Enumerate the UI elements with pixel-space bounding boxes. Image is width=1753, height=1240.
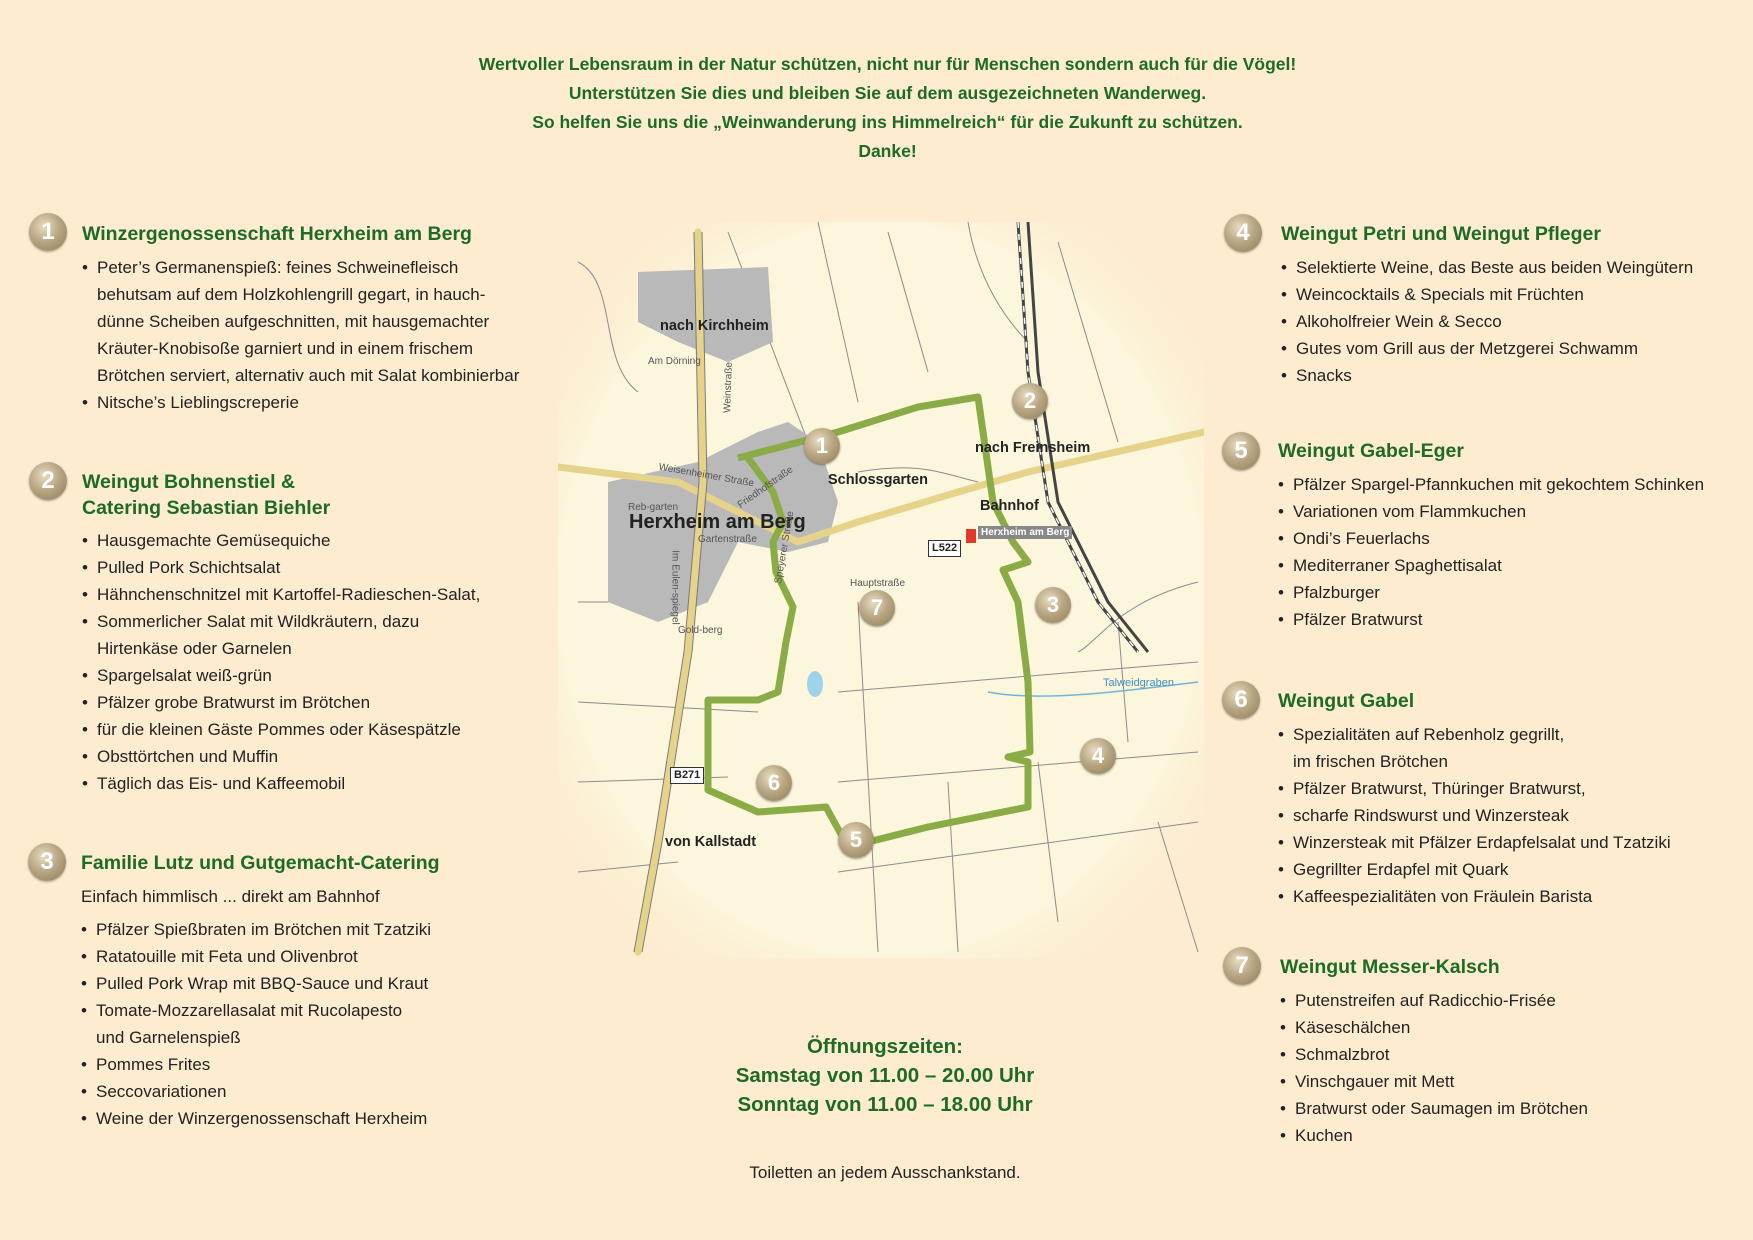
list-item bbox=[1281, 308, 1693, 335]
list-item bbox=[81, 1078, 431, 1105]
list-item-line: • Pfälzer Spargel-Pfannkuchen mit gekochtem Schinken bbox=[1293, 475, 1705, 494]
station-3-title: Familie Lutz und Gutgemacht-Catering bbox=[81, 852, 440, 874]
station-4-title: Weingut Petri und Weingut Pfleger bbox=[1281, 223, 1601, 245]
list-item bbox=[1278, 552, 1704, 579]
station-3-items bbox=[81, 916, 431, 1132]
road-sign-b271: B271 bbox=[670, 767, 704, 784]
list-item bbox=[82, 527, 480, 554]
list-item-line: • Obsttörtchen und Muffin bbox=[97, 747, 279, 766]
list-item-line: behutsam auf dem Holzkohlengrill gegart, in hauch- bbox=[97, 285, 486, 304]
map-label-am-doerning: Am Dörning bbox=[648, 356, 701, 367]
station-1-badge: 1 bbox=[29, 213, 67, 251]
map-label-rebgarten: Reb-garten bbox=[628, 502, 679, 513]
station-2-items bbox=[82, 527, 480, 797]
intro-line-3: So helfen Sie uns die „Weinwanderung ins Himmelreich“ für die Zukunft zu schützen. bbox=[532, 112, 1243, 132]
list-item-line: • Bratwurst oder Saumagen im Brötchen bbox=[1295, 1099, 1588, 1118]
map-label-weinstrasse: Weinstraße bbox=[722, 361, 735, 414]
list-item bbox=[1278, 883, 1671, 910]
list-item bbox=[81, 1051, 431, 1078]
list-item-line: • Spargelsalat weiß-grün bbox=[97, 666, 272, 685]
station-3-subtitle: Einfach himmlisch ... direkt am Bahnhof bbox=[81, 887, 380, 906]
list-item-line: • Schmalzbrot bbox=[1295, 1045, 1390, 1064]
list-item-line: • Pfälzer Spießbraten im Brötchen mit Tzatziki bbox=[96, 920, 432, 939]
list-item-line: • Sommerlicher Salat mit Wildkräutern, dazu bbox=[97, 612, 420, 631]
list-item-line: • Selektierte Weine, das Beste aus beiden Weingütern bbox=[1296, 258, 1694, 277]
list-item bbox=[1280, 1014, 1588, 1041]
list-item-line: • Nitsche’s Lieblingscreperie bbox=[97, 393, 299, 412]
map-label-friedhofstr: Friedhofstraße bbox=[735, 464, 796, 511]
station-1-items bbox=[82, 254, 519, 416]
list-item-line: dünne Scheiben aufgeschnitten, mit hausgemachter bbox=[97, 312, 490, 331]
list-item-line: • Spezialitäten auf Rebenholz gegrillt, bbox=[1293, 725, 1565, 744]
list-item-line: • Pulled Pork Wrap mit BBQ-Sauce und Kraut bbox=[96, 974, 429, 993]
list-item-line: • Pfälzer Bratwurst bbox=[1293, 610, 1423, 629]
list-item bbox=[1280, 1095, 1588, 1122]
list-item-line: • für die kleinen Gäste Pommes oder Käsespätzle bbox=[97, 720, 461, 739]
list-item bbox=[1281, 335, 1693, 362]
list-item-line: Brötchen serviert, alternativ auch mit Salat kombinierbar bbox=[97, 366, 520, 385]
list-item bbox=[1278, 829, 1671, 856]
list-item-line: im frischen Brötchen bbox=[1293, 752, 1448, 771]
station-7-badge: 7 bbox=[1223, 947, 1261, 985]
list-item-line: • Gutes vom Grill aus der Metzgerei Schwamm bbox=[1296, 339, 1638, 358]
list-item-line: • Seccovariationen bbox=[96, 1082, 227, 1101]
opening-hours bbox=[640, 1032, 1130, 1119]
list-item bbox=[1278, 802, 1671, 829]
list-item bbox=[81, 943, 431, 970]
list-item bbox=[82, 743, 480, 770]
list-item bbox=[82, 716, 480, 743]
list-item bbox=[82, 770, 480, 797]
list-item bbox=[1278, 856, 1671, 883]
list-item bbox=[1278, 579, 1704, 606]
map-label-freinsheim: nach Freinsheim bbox=[975, 440, 1091, 456]
station-6-items bbox=[1278, 721, 1671, 910]
toilets-note: Toiletten an jedem Ausschankstand. bbox=[749, 1163, 1021, 1182]
list-item-line: • Pulled Pork Schichtsalat bbox=[97, 558, 281, 577]
map-label-bahnhof: Bahnhof bbox=[980, 498, 1039, 514]
map-label-speyerer: Speyerer Straße bbox=[772, 510, 797, 585]
list-item bbox=[1278, 775, 1671, 802]
list-item-line: • Tomate-Mozzarellasalat mit Rucolapesto bbox=[96, 1001, 403, 1020]
station-marker bbox=[966, 529, 976, 543]
list-item bbox=[82, 554, 480, 581]
station-5-title: Weingut Gabel-Eger bbox=[1278, 440, 1464, 462]
list-item bbox=[82, 389, 519, 416]
pond bbox=[807, 671, 823, 697]
list-item-line: • Kuchen bbox=[1295, 1126, 1353, 1145]
opening-hours-title: Öffnungszeiten: bbox=[806, 1035, 963, 1058]
map-badge-4: 4 bbox=[1080, 738, 1116, 774]
map-label-town: Herxheim am Berg bbox=[629, 511, 806, 533]
list-item bbox=[1278, 606, 1704, 633]
intro-line-2: Unterstützen Sie dies und bleiben Sie auf dem ausgezeichneten Wanderweg. bbox=[568, 83, 1207, 103]
opening-hours-saturday: Samstag von 11.00 – 20.00 Uhr bbox=[735, 1064, 1035, 1087]
station-7-items bbox=[1280, 987, 1588, 1149]
list-item-line: • Weincocktails & Specials mit Früchten bbox=[1296, 285, 1584, 304]
map-label-kallstadt: von Kallstadt bbox=[665, 834, 757, 850]
list-item-line: • Ratatouille mit Feta und Olivenbrot bbox=[96, 947, 358, 966]
intro-text bbox=[0, 50, 1753, 166]
list-item bbox=[1281, 281, 1693, 308]
map-badge-5: 5 bbox=[838, 822, 874, 858]
station-7-title: Weingut Messer-Kalsch bbox=[1280, 956, 1500, 978]
list-item-line: • Pommes Frites bbox=[96, 1055, 211, 1074]
list-item-line: • Pfälzer Bratwurst, Thüringer Bratwurst, bbox=[1293, 779, 1586, 798]
list-item bbox=[1281, 362, 1693, 389]
station-2-title-line-1: Weingut Bohnenstiel & bbox=[82, 471, 296, 493]
list-item-line: • Weine der Winzergenossenschaft Herxheim bbox=[96, 1109, 428, 1128]
list-item-line: • scharfe Rindswurst und Winzersteak bbox=[1293, 806, 1569, 825]
list-item bbox=[82, 581, 480, 608]
map-label-im-eulen: Im Eulen-spiegel bbox=[669, 550, 681, 625]
list-item-line: • Hähnchenschnitzel mit Kartoffel-Radieschen-Salat, bbox=[97, 585, 481, 604]
map-badge-3: 3 bbox=[1035, 587, 1071, 623]
map-label-station-sign: Herxheim am Berg bbox=[978, 526, 1072, 539]
list-item-line: • Winzersteak mit Pfälzer Erdapfelsalat und Tzatziki bbox=[1293, 833, 1671, 852]
intro-line-1: Wertvoller Lebensraum in der Natur schützen, nicht nur für Menschen sondern auch für die Vögel! bbox=[478, 54, 1297, 74]
station-5-badge: 5 bbox=[1222, 432, 1260, 470]
list-item-line: Kräuter-Knobisoße garniert und in einem frischem bbox=[97, 339, 474, 358]
list-item-line: • Peter’s Germanenspieß: feines Schweinefleisch bbox=[97, 258, 459, 277]
intro-line-4: Danke! bbox=[858, 141, 917, 161]
map-label-goldberg: Gold-berg bbox=[678, 625, 723, 636]
list-item-line: • Pfälzer grobe Bratwurst im Brötchen bbox=[97, 693, 371, 712]
station-5-items bbox=[1278, 471, 1704, 633]
list-item-line: • Putenstreifen auf Radicchio-Frisée bbox=[1295, 991, 1556, 1010]
opening-hours-sunday: Sonntag von 11.00 – 18.00 Uhr bbox=[737, 1093, 1033, 1116]
station-6-badge: 6 bbox=[1222, 681, 1260, 719]
station-4-badge: 4 bbox=[1224, 214, 1262, 252]
list-item bbox=[1280, 1068, 1588, 1095]
road-sign-l522: L522 bbox=[928, 540, 961, 557]
map-badge-1: 1 bbox=[804, 428, 840, 464]
list-item bbox=[1278, 721, 1671, 775]
list-item-line: • Vinschgauer mit Mett bbox=[1295, 1072, 1455, 1091]
station-4-items bbox=[1281, 254, 1693, 389]
list-item bbox=[1281, 254, 1693, 281]
list-item-line: • Pfalzburger bbox=[1293, 583, 1380, 602]
list-item-line: • Käseschälchen bbox=[1295, 1018, 1411, 1037]
list-item-line: und Garnelenspieß bbox=[96, 1028, 241, 1047]
map-label-schlossgarten: Schlossgarten bbox=[828, 472, 928, 488]
list-item bbox=[82, 689, 480, 716]
list-item bbox=[1280, 1041, 1588, 1068]
list-item bbox=[1278, 471, 1704, 498]
list-item-line: • Snacks bbox=[1296, 366, 1352, 385]
station-2-title-line-2: Catering Sebastian Biehler bbox=[82, 497, 331, 519]
map-label-kirchheim: nach Kirchheim bbox=[660, 318, 769, 334]
list-item-line: Hirtenkäse oder Garnelen bbox=[97, 639, 292, 658]
list-item-line: • Alkoholfreier Wein & Secco bbox=[1296, 312, 1502, 331]
list-item bbox=[1280, 987, 1588, 1014]
list-item-line: • Kaffeespezialitäten von Fräulein Barista bbox=[1293, 887, 1593, 906]
station-6-title: Weingut Gabel bbox=[1278, 690, 1415, 712]
map-label-gartenstrasse: Gartenstraße bbox=[698, 534, 757, 545]
list-item-line: • Hausgemachte Gemüsequiche bbox=[97, 531, 331, 550]
station-1-title: Winzergenossenschaft Herxheim am Berg bbox=[82, 223, 472, 245]
list-item-line: • Gegrillter Erdapfel mit Quark bbox=[1293, 860, 1509, 879]
list-item bbox=[1280, 1122, 1588, 1149]
list-item bbox=[1278, 525, 1704, 552]
map-label-talweidgraben: Talweidgraben bbox=[1103, 677, 1174, 689]
list-item-line: • Ondi’s Feuerlachs bbox=[1293, 529, 1430, 548]
list-item-line: • Täglich das Eis- und Kaffeemobil bbox=[97, 774, 346, 793]
map-label-hauptstrasse: Hauptstraße bbox=[850, 578, 906, 589]
list-item bbox=[82, 254, 519, 389]
map-badge-6: 6 bbox=[756, 765, 792, 801]
list-item bbox=[82, 662, 480, 689]
station-2-badge: 2 bbox=[29, 462, 67, 500]
list-item bbox=[81, 916, 431, 943]
list-item bbox=[81, 1105, 431, 1132]
list-item-line: • Variationen vom Flammkuchen bbox=[1293, 502, 1527, 521]
list-item-line: • Mediterraner Spaghettisalat bbox=[1293, 556, 1502, 575]
route-map bbox=[558, 222, 1204, 958]
station-3-badge: 3 bbox=[28, 843, 66, 881]
map-badge-7: 7 bbox=[859, 590, 895, 626]
list-item bbox=[1278, 498, 1704, 525]
list-item bbox=[81, 970, 431, 997]
map-badge-2: 2 bbox=[1012, 383, 1048, 419]
list-item bbox=[81, 997, 431, 1051]
list-item bbox=[82, 608, 480, 662]
map-label-weisenheimer: Weisenheimer Straße bbox=[657, 461, 755, 490]
